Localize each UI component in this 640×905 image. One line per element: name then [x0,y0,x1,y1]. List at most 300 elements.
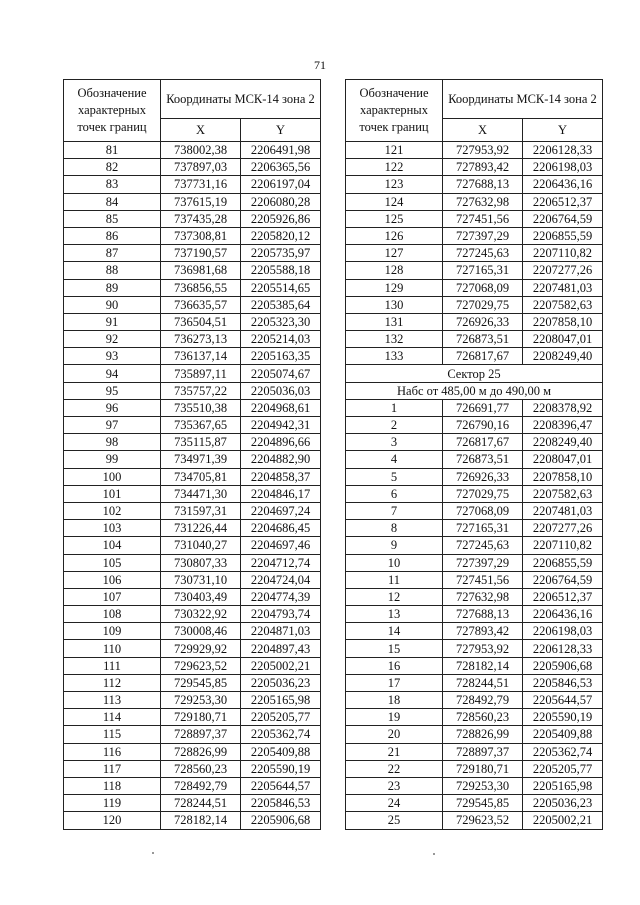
table-row [64,176,321,193]
y-coordinate-cell: 2205926,86 [241,210,321,227]
x-coordinate-cell: 726817,67 [443,434,523,451]
y-coordinate-cell: 2207277,26 [523,520,603,537]
y-coordinate-cell: 2204942,31 [241,417,321,434]
y-coordinate-cell: 2205735,97 [241,245,321,262]
x-column-header: X [161,119,241,142]
x-coordinate-cell: 726873,51 [443,331,523,348]
coordinates-header: Координаты МСК-14 зона 2 [161,80,321,119]
x-coordinate-cell: 731597,31 [161,502,241,519]
y-coordinate-cell: 2205036,03 [241,382,321,399]
x-coordinate-cell: 727688,13 [443,606,523,623]
point-id-cell: 3 [346,434,443,451]
table-row [346,176,603,193]
y-coordinate-cell: 2204896,66 [241,434,321,451]
x-coordinate-cell: 731040,27 [161,537,241,554]
table-row [64,726,321,743]
point-id-cell: 103 [64,520,161,537]
table-row [64,142,321,159]
table-row [64,451,321,468]
point-id-cell: 108 [64,606,161,623]
x-coordinate-cell: 727029,75 [443,485,523,502]
y-coordinate-cell: 2208396,47 [523,417,603,434]
table-row [346,210,603,227]
table-row [64,399,321,416]
point-id-cell: 127 [346,245,443,262]
scan-speck [433,853,435,855]
point-id-cell: 22 [346,760,443,777]
x-coordinate-cell: 727029,75 [443,296,523,313]
table-row [346,434,603,451]
x-coordinate-cell: 729253,30 [443,777,523,794]
table-row [346,502,603,519]
scan-speck [152,852,154,854]
point-id-cell: 119 [64,795,161,812]
point-id-cell: 87 [64,245,161,262]
point-id-cell: 117 [64,760,161,777]
point-id-cell: 83 [64,176,161,193]
y-coordinate-cell: 2206198,03 [523,159,603,176]
coordinates-table-left [63,79,321,830]
x-coordinate-cell: 737897,03 [161,159,241,176]
y-coordinate-cell: 2208047,01 [523,451,603,468]
table-row [64,331,321,348]
point-id-cell: 1 [346,399,443,416]
y-coordinate-cell: 2204774,39 [241,588,321,605]
point-id-cell: 123 [346,176,443,193]
point-id-cell: 16 [346,657,443,674]
y-coordinate-cell: 2206512,37 [523,588,603,605]
x-coordinate-cell: 728560,23 [161,760,241,777]
y-coordinate-cell: 2205906,68 [241,812,321,829]
table-row [346,159,603,176]
x-coordinate-cell: 728182,14 [443,657,523,674]
point-id-cell: 24 [346,795,443,812]
table-row [346,227,603,244]
point-id-cell: 132 [346,331,443,348]
table-row [64,588,321,605]
point-id-cell: 12 [346,588,443,605]
x-coordinate-cell: 734705,81 [161,468,241,485]
table-row [346,262,603,279]
point-id-cell: 11 [346,571,443,588]
point-id-cell: 118 [64,777,161,794]
y-coordinate-cell: 2205590,19 [241,760,321,777]
x-coordinate-cell: 730403,49 [161,588,241,605]
table-row [346,245,603,262]
x-coordinate-cell: 737435,28 [161,210,241,227]
point-id-cell: 86 [64,227,161,244]
point-id-cell: 25 [346,812,443,829]
y-coordinate-cell: 2205385,64 [241,296,321,313]
point-id-cell: 2 [346,417,443,434]
table-row [346,657,603,674]
x-coordinate-cell: 727893,42 [443,623,523,640]
y-coordinate-cell: 2205205,77 [523,760,603,777]
table-row [64,623,321,640]
table-row [64,365,321,382]
sector-section [346,365,603,399]
y-coordinate-cell: 2204712,74 [241,554,321,571]
coordinates-table-right [345,79,603,830]
x-coordinate-cell: 730008,46 [161,623,241,640]
x-coordinate-cell: 729623,52 [443,812,523,829]
table-row [346,640,603,657]
point-id-cell: 81 [64,142,161,159]
point-id-cell: 88 [64,262,161,279]
table-row [64,657,321,674]
x-coordinate-cell: 727397,29 [443,227,523,244]
y-coordinate-cell: 2205205,77 [241,709,321,726]
right-table-body-top [346,142,603,365]
table-row [346,279,603,296]
x-coordinate-cell: 735897,11 [161,365,241,382]
table-row [346,777,603,794]
x-coordinate-cell: 736273,13 [161,331,241,348]
x-coordinate-cell: 726790,16 [443,417,523,434]
point-id-cell: 98 [64,434,161,451]
left-table-body [64,142,321,830]
y-coordinate-cell: 2205846,53 [523,674,603,691]
y-coordinate-cell: 2206512,37 [523,193,603,210]
point-id-cell: 91 [64,313,161,330]
y-column-header: Y [241,119,321,142]
y-coordinate-cell: 2206764,59 [523,210,603,227]
point-id-cell: 100 [64,468,161,485]
y-coordinate-cell: 2206855,59 [523,554,603,571]
table-row [64,193,321,210]
x-coordinate-cell: 729623,52 [161,657,241,674]
table-row [64,777,321,794]
table-row [346,331,603,348]
y-coordinate-cell: 2204858,37 [241,468,321,485]
x-coordinate-cell: 730807,33 [161,554,241,571]
y-coordinate-cell: 2205163,35 [241,348,321,365]
point-id-cell: 106 [64,571,161,588]
y-coordinate-cell: 2204793,74 [241,606,321,623]
x-coordinate-cell: 727451,56 [443,210,523,227]
y-coordinate-cell: 2205036,23 [241,674,321,691]
x-coordinate-cell: 735757,22 [161,382,241,399]
table-row [64,571,321,588]
point-id-cell: 13 [346,606,443,623]
table-row [346,348,603,365]
point-id-cell: 126 [346,227,443,244]
point-id-cell: 104 [64,537,161,554]
table-row [346,554,603,571]
x-coordinate-cell: 735510,38 [161,399,241,416]
y-coordinate-cell: 2205362,74 [523,743,603,760]
table-row [64,606,321,623]
point-id-cell: 20 [346,726,443,743]
y-coordinate-cell: 2204724,04 [241,571,321,588]
y-coordinate-cell: 2206365,56 [241,159,321,176]
point-id-cell: 125 [346,210,443,227]
table-row [346,812,603,829]
x-coordinate-cell: 737190,57 [161,245,241,262]
y-coordinate-cell: 2207858,10 [523,313,603,330]
point-id-cell: 21 [346,743,443,760]
table-row [64,245,321,262]
x-column-header: X [443,119,523,142]
point-id-cell: 111 [64,657,161,674]
x-coordinate-cell: 727245,63 [443,245,523,262]
point-id-cell: 107 [64,588,161,605]
point-id-cell: 102 [64,502,161,519]
y-coordinate-cell: 2205002,21 [523,812,603,829]
y-coordinate-cell: 2207858,10 [523,468,603,485]
y-coordinate-cell: 2206198,03 [523,623,603,640]
y-coordinate-cell: 2205846,53 [241,795,321,812]
table-row [64,159,321,176]
table-row [346,571,603,588]
table-row [346,726,603,743]
y-coordinate-cell: 2205644,57 [523,692,603,709]
y-coordinate-cell: 2205074,67 [241,365,321,382]
point-id-cell: 89 [64,279,161,296]
point-id-cell: 101 [64,485,161,502]
point-id-cell: 120 [64,812,161,829]
table-row [64,520,321,537]
table-row [346,674,603,691]
x-coordinate-cell: 727953,92 [443,142,523,159]
x-coordinate-cell: 728492,79 [161,777,241,794]
sector-title: Сектор 25 [346,365,603,382]
point-id-cell: 15 [346,640,443,657]
x-coordinate-cell: 727165,31 [443,520,523,537]
point-id-cell: 17 [346,674,443,691]
point-id-cell: 4 [346,451,443,468]
point-id-cell: 85 [64,210,161,227]
x-coordinate-cell: 729545,85 [443,795,523,812]
y-coordinate-cell: 2207110,82 [523,537,603,554]
table-row [346,623,603,640]
x-coordinate-cell: 728492,79 [443,692,523,709]
table-row [346,520,603,537]
y-coordinate-cell: 2204968,61 [241,399,321,416]
x-coordinate-cell: 728182,14 [161,812,241,829]
page-number: 71 [314,58,326,72]
x-coordinate-cell: 728244,51 [161,795,241,812]
x-coordinate-cell: 736137,14 [161,348,241,365]
point-id-cell: 131 [346,313,443,330]
table-row [64,537,321,554]
y-coordinate-cell: 2206764,59 [523,571,603,588]
y-coordinate-cell: 2207481,03 [523,502,603,519]
x-coordinate-cell: 726926,33 [443,313,523,330]
x-coordinate-cell: 727893,42 [443,159,523,176]
point-id-cell: 115 [64,726,161,743]
x-coordinate-cell: 728897,37 [443,743,523,760]
table-row [64,554,321,571]
y-coordinate-cell: 2204846,17 [241,485,321,502]
y-coordinate-cell: 2204686,45 [241,520,321,537]
table-row [64,210,321,227]
x-coordinate-cell: 734471,30 [161,485,241,502]
x-coordinate-cell: 737731,16 [161,176,241,193]
y-coordinate-cell: 2208249,40 [523,434,603,451]
table-row [346,606,603,623]
x-coordinate-cell: 736635,57 [161,296,241,313]
y-coordinate-cell: 2208047,01 [523,331,603,348]
point-id-cell: 122 [346,159,443,176]
x-coordinate-cell: 728560,23 [443,709,523,726]
x-coordinate-cell: 727068,09 [443,502,523,519]
point-id-cell: 18 [346,692,443,709]
table-row [64,468,321,485]
table-row [346,588,603,605]
y-coordinate-cell: 2206436,16 [523,606,603,623]
y-coordinate-cell: 2205036,23 [523,795,603,812]
x-coordinate-cell: 736504,51 [161,313,241,330]
y-coordinate-cell: 2205165,98 [523,777,603,794]
point-id-cell: 110 [64,640,161,657]
y-coordinate-cell: 2205362,74 [241,726,321,743]
y-coordinate-cell: 2204897,43 [241,640,321,657]
table-row [64,279,321,296]
x-coordinate-cell: 729545,85 [161,674,241,691]
x-coordinate-cell: 731226,44 [161,520,241,537]
coordinates-header: Координаты МСК-14 зона 2 [443,80,603,119]
y-coordinate-cell: 2207481,03 [523,279,603,296]
table-row [64,262,321,279]
y-coordinate-cell: 2205323,30 [241,313,321,330]
point-id-cell: 105 [64,554,161,571]
point-id-cell: 99 [64,451,161,468]
point-id-cell: 82 [64,159,161,176]
point-id-cell: 96 [64,399,161,416]
point-id-cell: 116 [64,743,161,760]
table-row [346,709,603,726]
y-coordinate-cell: 2206080,28 [241,193,321,210]
y-coordinate-cell: 2205644,57 [241,777,321,794]
x-coordinate-cell: 727632,98 [443,588,523,605]
x-coordinate-cell: 727068,09 [443,279,523,296]
table-row [346,193,603,210]
x-coordinate-cell: 726873,51 [443,451,523,468]
x-coordinate-cell: 738002,38 [161,142,241,159]
x-coordinate-cell: 730322,92 [161,606,241,623]
table-row [346,468,603,485]
y-coordinate-cell: 2207277,26 [523,262,603,279]
point-id-cell: 19 [346,709,443,726]
y-coordinate-cell: 2204882,90 [241,451,321,468]
table-row [346,451,603,468]
point-id-cell: 84 [64,193,161,210]
y-coordinate-cell: 2208378,92 [523,399,603,416]
points-column-header: Обозначение характерных точек границ [346,80,443,142]
table-row [64,296,321,313]
table-row [64,485,321,502]
table-row [346,313,603,330]
table-row [64,692,321,709]
y-coordinate-cell: 2205588,18 [241,262,321,279]
point-id-cell: 130 [346,296,443,313]
y-column-header: Y [523,119,603,142]
y-coordinate-cell: 2205906,68 [523,657,603,674]
point-id-cell: 92 [64,331,161,348]
y-coordinate-cell: 2205409,88 [523,726,603,743]
y-coordinate-cell: 2206855,59 [523,227,603,244]
x-coordinate-cell: 728826,99 [161,743,241,760]
table-row [64,812,321,829]
point-id-cell: 5 [346,468,443,485]
x-coordinate-cell: 736856,55 [161,279,241,296]
table-row [346,296,603,313]
sector-range: Набс от 485,00 м до 490,00 м [346,382,603,399]
x-coordinate-cell: 734971,39 [161,451,241,468]
x-coordinate-cell: 728244,51 [443,674,523,691]
right-table-body-bottom [346,399,603,829]
table-row [64,502,321,519]
table-row [346,537,603,554]
y-coordinate-cell: 2206436,16 [523,176,603,193]
table-row [64,743,321,760]
y-coordinate-cell: 2205409,88 [241,743,321,760]
table-row [346,743,603,760]
table-row [64,382,321,399]
table-row [64,434,321,451]
table-row [64,795,321,812]
point-id-cell: 8 [346,520,443,537]
x-coordinate-cell: 726817,67 [443,348,523,365]
point-id-cell: 114 [64,709,161,726]
point-id-cell: 133 [346,348,443,365]
x-coordinate-cell: 729180,71 [443,760,523,777]
x-coordinate-cell: 736981,68 [161,262,241,279]
x-coordinate-cell: 729180,71 [161,709,241,726]
y-coordinate-cell: 2205214,03 [241,331,321,348]
x-coordinate-cell: 730731,10 [161,571,241,588]
y-coordinate-cell: 2206491,98 [241,142,321,159]
table-row [64,760,321,777]
table-row [346,399,603,416]
x-coordinate-cell: 729929,92 [161,640,241,657]
point-id-cell: 97 [64,417,161,434]
x-coordinate-cell: 727245,63 [443,537,523,554]
point-id-cell: 23 [346,777,443,794]
y-coordinate-cell: 2206128,33 [523,142,603,159]
table-row [346,795,603,812]
table-row [346,692,603,709]
y-coordinate-cell: 2205002,21 [241,657,321,674]
y-coordinate-cell: 2204871,03 [241,623,321,640]
point-id-cell: 112 [64,674,161,691]
table-row [64,313,321,330]
x-coordinate-cell: 727632,98 [443,193,523,210]
y-coordinate-cell: 2205514,65 [241,279,321,296]
point-id-cell: 124 [346,193,443,210]
x-coordinate-cell: 727397,29 [443,554,523,571]
y-coordinate-cell: 2205165,98 [241,692,321,709]
x-coordinate-cell: 727953,92 [443,640,523,657]
x-coordinate-cell: 737615,19 [161,193,241,210]
point-id-cell: 129 [346,279,443,296]
y-coordinate-cell: 2207110,82 [523,245,603,262]
y-coordinate-cell: 2207582,63 [523,296,603,313]
y-coordinate-cell: 2206197,04 [241,176,321,193]
y-coordinate-cell: 2204697,46 [241,537,321,554]
x-coordinate-cell: 726926,33 [443,468,523,485]
table-row [64,640,321,657]
point-id-cell: 93 [64,348,161,365]
y-coordinate-cell: 2205590,19 [523,709,603,726]
y-coordinate-cell: 2207582,63 [523,485,603,502]
x-coordinate-cell: 737308,81 [161,227,241,244]
table-row [346,485,603,502]
table-row [346,142,603,159]
x-coordinate-cell: 727451,56 [443,571,523,588]
x-coordinate-cell: 735115,87 [161,434,241,451]
